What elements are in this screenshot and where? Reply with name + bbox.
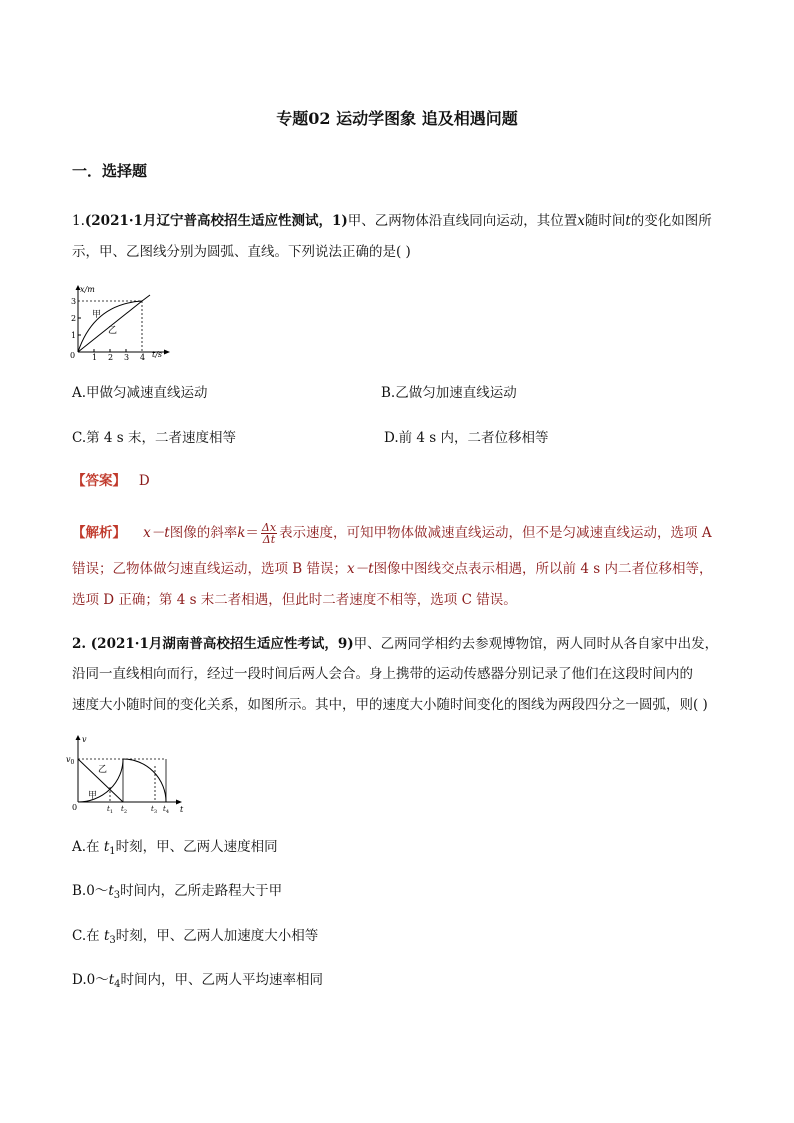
q2-t3-sub: 3 [153,809,158,814]
q2-optc-a: C.在 [72,928,104,944]
q1-answer-value: D [138,473,150,489]
q2-source: (2021·1月湖南普高校招生适应性考试，9) [90,636,354,652]
q1-graph-label-yi: 乙 [108,326,118,336]
q2-optb-sub: 3 [113,890,121,901]
q2-t1-sub: 1 [109,809,114,814]
q1-explanation-line3: 选项 D 正确；第 4 s 末二者相遇，但此时二者速度不相等，选项 C 错误。 [72,592,517,608]
q2-stem-a: 甲、乙两同学相约去参观博物馆，两人同时从各自家中出发， [353,636,719,652]
q2-optd-sub: 4 [114,979,121,990]
q2-graph-origin: 0 [72,803,78,812]
q1-graph-ytick-3: 3 [71,297,77,306]
q2-option-a [72,837,278,862]
q1-graph-xlabel: t/s [152,350,163,359]
q2-t3-letter: t [151,805,154,813]
q1-graph-xtick-3: 3 [124,353,130,360]
q2-t1-letter: t [107,805,110,813]
q2-number: 2. [72,636,91,652]
section-heading: 一．选择题 [72,162,148,180]
q1-var-t: t [625,213,631,229]
q1-number: 1. [72,213,85,229]
q1-analysis-tag: 【解析】 [72,525,126,541]
q1-graph-label-jia: 甲 [92,310,102,320]
q1-answer [72,471,150,491]
q1-source: (2021·1月辽宁普高校招生适应性测试，1) [84,213,348,229]
q1-option-d: D.前 4 s 内，二者位移相等 [384,430,549,446]
q2-optb-b: 时间内，乙所走路程大于甲 [120,883,283,899]
q2-graph-xlabel: t [180,805,184,814]
q1-stem-b: 随时间 [584,213,626,229]
q1-stem-c: 的变化如图所 [630,213,712,229]
q2-optd-t: t [108,972,115,988]
q2-stem-line3: 速度大小随时间的变化关系，如图所示。其中，甲的速度大小随时间变化的图线为两段四分之一圆弧，则( ) [72,697,708,713]
q1-exp2-b: 图像中图线交点表示相遇，所以前 4 s 内二者位移相等， [373,561,713,577]
q2-velocity-time-graph [64,732,194,814]
q2-opta-b: 时刻，甲、乙两人速度相同 [115,839,278,855]
q1-exp2-a: 错误；乙物体做匀速直线运动，选项 B 错误； [72,561,348,577]
q1-explanation-line2 [72,559,712,579]
q2-graph-v0-sub: 0 [70,759,75,766]
q1-option-c: C.第 4 s 末，二者速度相等 [72,430,237,446]
q2-opta-t: t [103,839,110,855]
q2-opta-sub: 1 [109,846,116,857]
q1-var-x: x [577,213,585,229]
q1-graph-origin: 0 [70,351,76,360]
q2-graph-xtick-t3 [151,805,157,814]
q2-graph-label-jia: 甲 [88,791,98,801]
q2-graph-xtick-t4 [163,805,169,814]
q2-t2-letter: t [121,805,124,813]
q1-answer-tag: 【答案】 [72,473,126,489]
q1-frac-den: Δt [262,533,276,546]
q1-explanation-line1 [72,522,712,545]
q2-optd-b: 时间内，甲、乙两人平均速率相同 [120,972,324,988]
q2-optc-b: 时刻，甲、乙两人加速度大小相等 [115,928,319,944]
q2-optd-a: D.0～ [72,972,109,988]
q1-stem-line2: 示，甲、乙图线分别为圆弧、直线。下列说法正确的是( ) [72,244,411,260]
q1-option-b: B.乙做匀加速直线运动 [381,385,517,401]
q2-graph-xtick-t2 [121,805,127,814]
q2-optc-sub: 3 [109,935,116,946]
q2-graph-v0 [66,755,75,766]
q1-graph-xtick-4: 4 [140,353,146,360]
q1-exp-slope: 图像的斜率 [169,525,238,541]
page-title: 专题02 运动学图象 追及相遇问题 [276,109,518,128]
q2-graph-v0-letter: v [66,755,71,764]
q1-stem-a: 甲、乙两物体沿直线同向运动，其位置 [347,213,578,229]
q2-option-b [72,881,282,906]
q2-option-c [72,926,318,951]
q2-graph-label-yi: 乙 [98,765,108,775]
q1-exp-xt: x－t [143,525,170,541]
q1-graph-ylabel: x/m [80,285,95,294]
q2-t4-letter: t [163,805,166,813]
q2-optc-t: t [103,928,110,944]
q2-option-d [72,970,323,995]
q2-stem-line2: 沿同一直线相向而行，经过一段时间后两人会合。身上携带的运动传感器分别记录了他们在这段时间内的 [72,666,693,682]
q1-graph-xtick-1: 1 [92,353,98,360]
q2-graph-ylabel: v [82,735,87,744]
q2-graph-xtick-t1 [107,805,113,814]
q2-t2-sub: 2 [123,809,128,814]
q2-optb-t: t [108,883,114,899]
q2-t4-sub: 4 [165,809,170,814]
q1-exp2-xt: x－t [347,561,374,577]
q1-exp-c: 表示速度，可知甲物体做减速直线运动，但不是匀减速直线运动，选项 A [279,525,712,541]
q1-graph-ytick-1: 1 [71,331,77,340]
q1-option-a: A.甲做匀减速直线运动 [72,385,208,401]
q1-graph-xtick-2: 2 [108,353,114,360]
q1-position-time-graph [64,282,174,360]
q2-optb-a: B.0～ [72,883,109,899]
q1-stem-line1 [72,211,712,231]
q1-exp-eq: ＝ [245,525,259,541]
q1-graph-ytick-2: 2 [71,314,77,323]
q2-opta-a: A.在 [72,839,104,855]
q1-exp-fraction [261,522,277,545]
q1-frac-num: Δx [261,521,277,534]
q1-exp-k: k [237,525,246,541]
q2-stem-line1 [72,634,718,654]
